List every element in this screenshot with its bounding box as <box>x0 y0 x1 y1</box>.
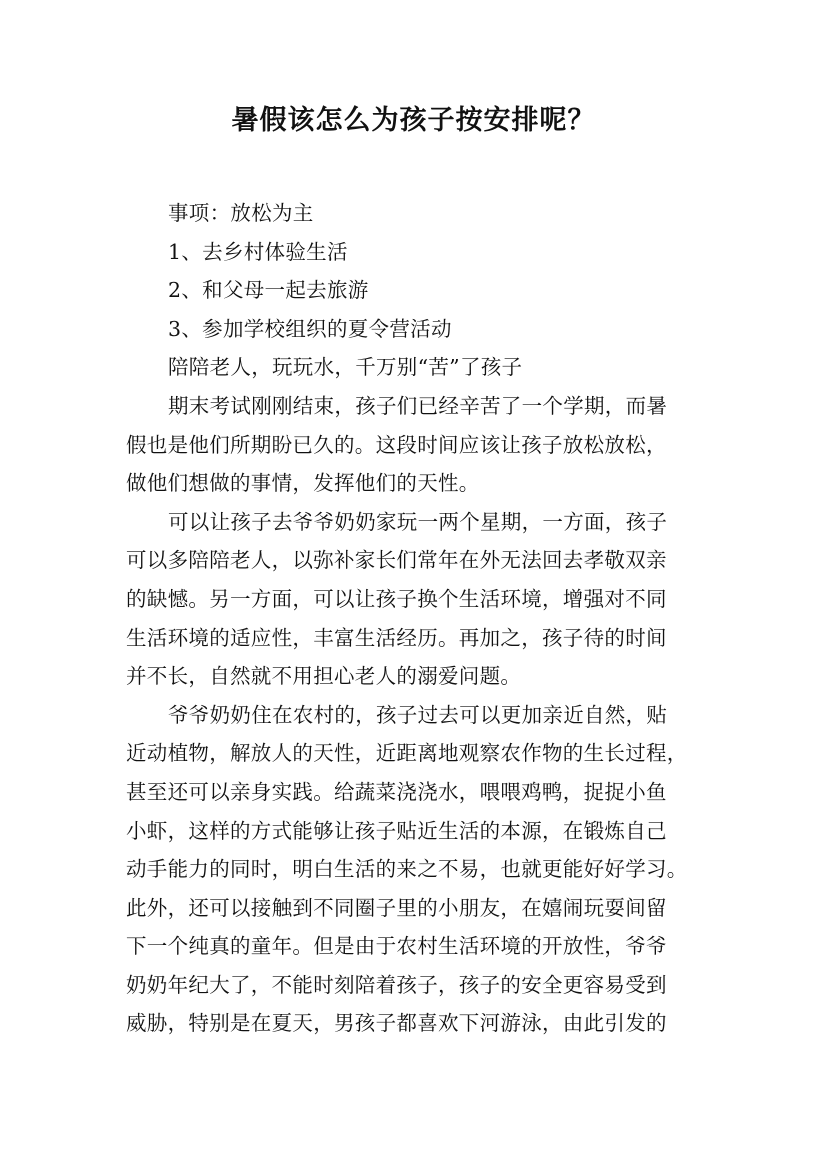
list-item-1: 1、去乡村体验生活 <box>168 239 348 264</box>
paragraph-3-line-3: 甚至还可以亲身实践。给蔬菜浇浇水，喂喂鸡鸭，捉捉小鱼 <box>126 779 667 804</box>
paragraph-2-line-5: 并不长，自然就不用担心老人的溺爱问题。 <box>126 664 522 689</box>
paragraph-3-line-6: 此外，还可以接触到不同圈子里的小朋友，在嬉闹玩耍间留 <box>126 895 667 920</box>
paragraph-3-line-8: 奶奶年纪大了，不能时刻陪着孩子，孩子的安全更容易受到 <box>126 972 667 997</box>
section-subtitle: 陪陪老人，玩玩水，千万别“苦”了孩子 <box>168 355 523 380</box>
document-title: 暑假该怎么为孩子按安排呢？ <box>231 105 596 136</box>
paragraph-1-line-3: 做他们想做的事情，发挥他们的天性。 <box>126 471 480 496</box>
paragraph-2-line-1: 可以让孩子去爷爷奶奶家玩一两个星期，一方面，孩子 <box>168 509 668 534</box>
paragraph-2-line-4: 生活环境的适应性，丰富生活经历。再加之，孩子待的时间 <box>126 625 667 650</box>
paragraph-3-line-7: 下一个纯真的童年。但是由于农村生活环境的开放性，爷爷 <box>126 934 667 959</box>
paragraph-3-line-5: 动手能力的同时，明白生活的来之不易，也就更能好好学习。 <box>126 857 688 882</box>
list-item-2: 2、和父母一起去旅游 <box>168 278 369 303</box>
paragraph-1-line-1: 期末考试刚刚结束，孩子们已经辛苦了一个学期，而暑 <box>168 393 668 418</box>
item-heading: 事项：放松为主 <box>168 201 314 225</box>
paragraph-3-line-1: 爷爷奶奶住在农村的，孩子过去可以更加亲近自然，贴 <box>168 702 668 727</box>
paragraph-1-line-2: 假也是他们所期盼已久的。这段时间应该让孩子放松放松， <box>126 432 667 457</box>
paragraph-2-line-2: 可以多陪陪老人，以弥补家长们常年在外无法回去孝敬双亲 <box>126 548 667 573</box>
paragraph-2-line-3: 的缺憾。另一方面，可以让孩子换个生活环境，增强对不同 <box>126 586 667 611</box>
document-body <box>126 194 718 1043</box>
paragraph-3-line-4: 小虾，这样的方式能够让孩子贴近生活的本源，在锻炼自己 <box>126 818 667 843</box>
paragraph-3-line-9: 威胁，特别是在夏天，男孩子都喜欢下河游泳，由此引发的 <box>126 1011 667 1036</box>
list-item-3: 3、参加学校组织的夏令营活动 <box>168 316 452 341</box>
paragraph-3-line-2: 近动植物，解放人的天性，近距离地观察农作物的生长过程， <box>126 741 688 766</box>
